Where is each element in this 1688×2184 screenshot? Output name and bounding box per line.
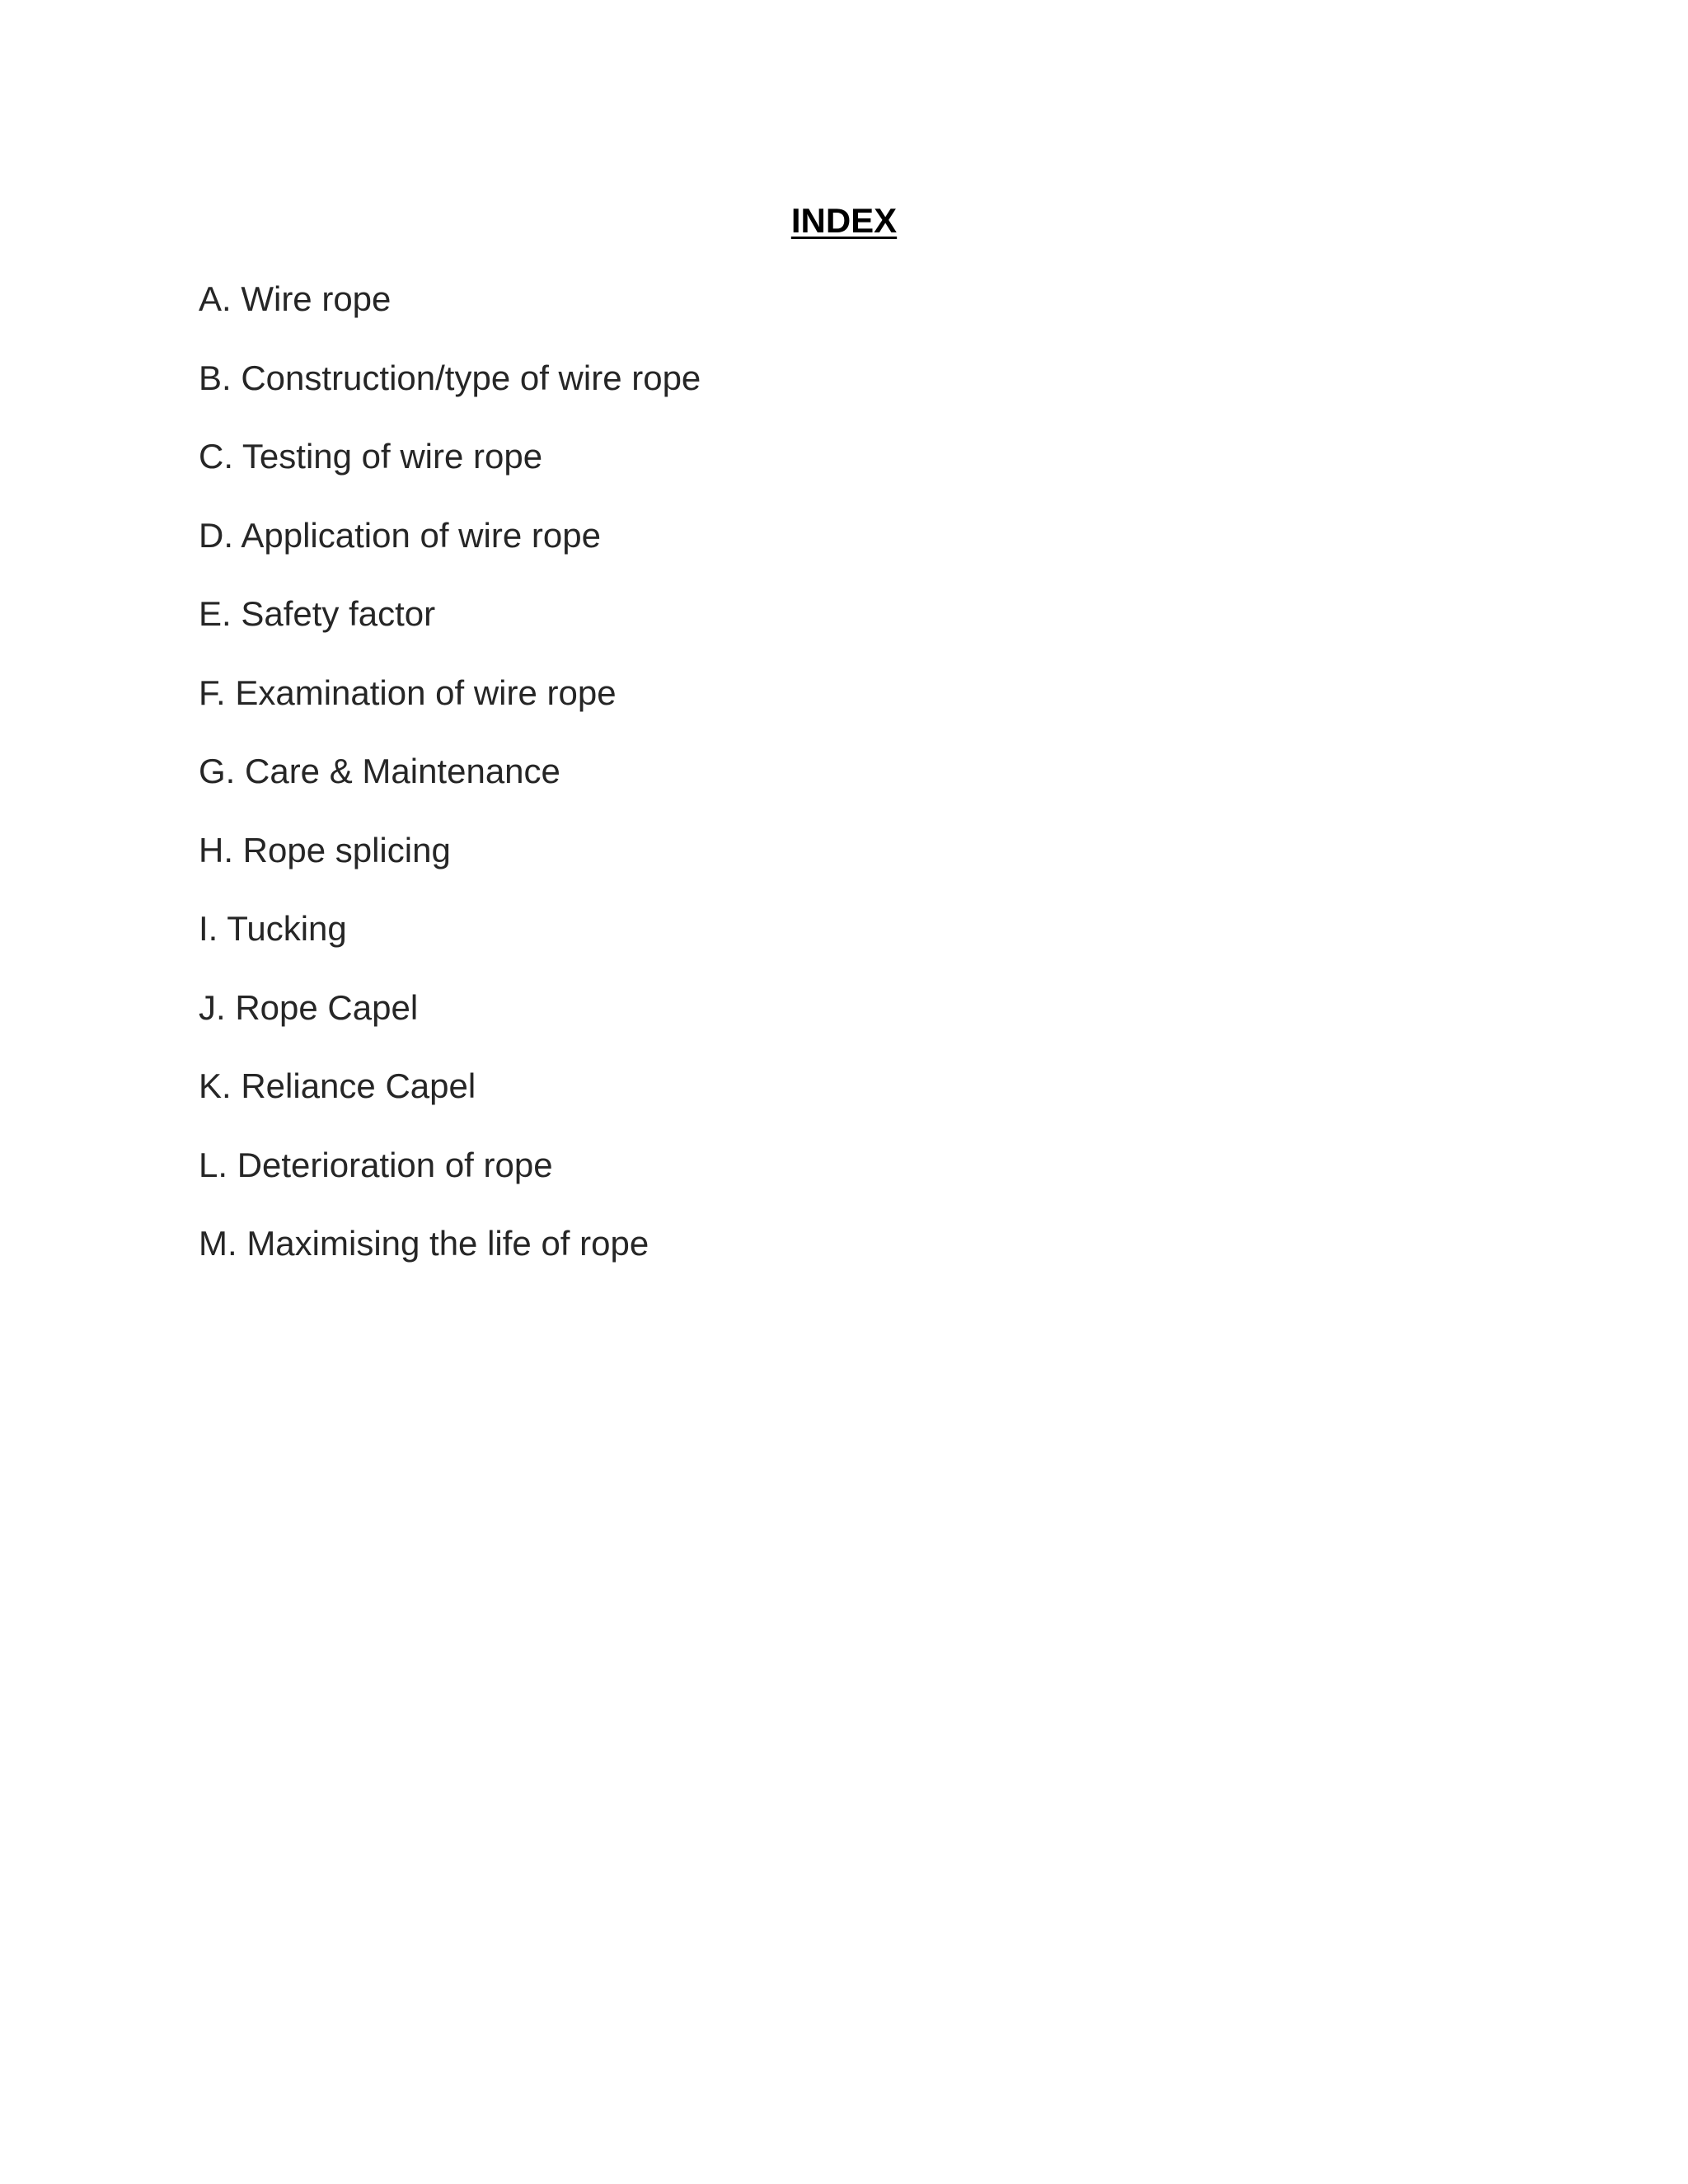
index-item-rope-capel: J. Rope Capel [199, 987, 419, 1027]
index-item-maximising-life: M. Maximising the life of rope [199, 1224, 649, 1263]
index-item-tucking: I. Tucking [199, 909, 347, 948]
index-item-examination: F. Examination of wire rope [199, 673, 617, 712]
index-title: INDEX [790, 201, 898, 240]
index-item-deterioration: L. Deterioration of rope [199, 1145, 553, 1184]
index-item-wire-rope: A. Wire rope [199, 279, 392, 318]
index-item-application: D. Application of wire rope [199, 515, 601, 555]
index-item-reliance-capel: K. Reliance Capel [199, 1066, 476, 1105]
index-item-safety-factor: E. Safety factor [199, 594, 436, 633]
index-item-care-maintenance: G. Care & Maintenance [199, 752, 560, 790]
index-item-testing: C. Testing of wire rope [199, 437, 543, 476]
index-list [199, 276, 701, 1300]
index-item-rope-splicing: H. Rope splicing [199, 830, 451, 869]
index-item-construction-type: B. Construction/type of wire rope [199, 358, 701, 397]
